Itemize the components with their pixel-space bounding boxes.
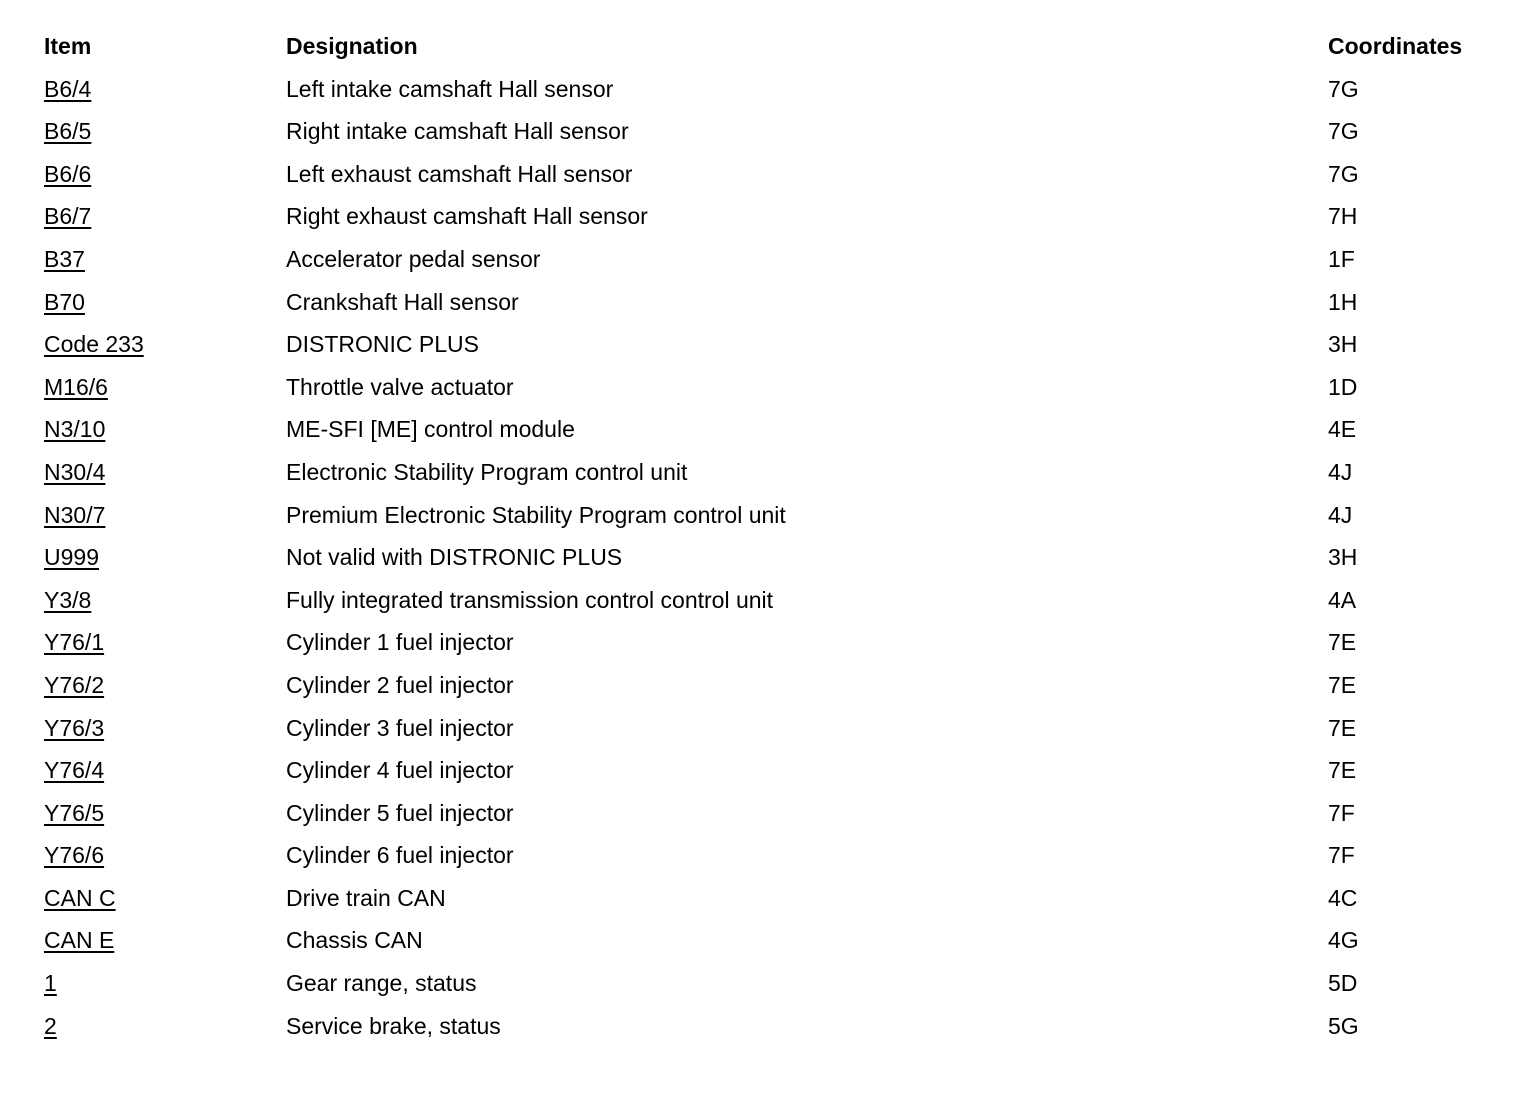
table-row (44, 366, 1494, 409)
coordinates-text: 7E (1328, 714, 1357, 741)
item-link[interactable]: Code 233 (44, 331, 144, 358)
item-link[interactable]: B6/7 (44, 203, 92, 230)
item-link[interactable]: Y76/5 (44, 799, 105, 826)
header-coordinates: Coordinates (1328, 33, 1463, 59)
item-link[interactable]: 1 (44, 970, 57, 997)
item-link[interactable]: Y76/2 (44, 671, 105, 698)
designation-text: Cylinder 2 fuel injector (286, 671, 514, 698)
item-link[interactable]: B6/4 (44, 75, 92, 102)
table-row (44, 408, 1494, 451)
header-row (44, 25, 1494, 68)
item-link[interactable]: B6/5 (44, 118, 92, 145)
item-link[interactable]: Y76/3 (44, 714, 105, 741)
coordinates-text: 4G (1328, 927, 1359, 954)
coordinates-text: 7G (1328, 118, 1359, 145)
table-row (44, 195, 1494, 238)
designation-text: Service brake, status (286, 1012, 501, 1039)
table-row (44, 494, 1494, 537)
designation-text: Electronic Stability Program control unit (286, 458, 688, 485)
coordinates-text: 1F (1328, 245, 1355, 272)
table-row (44, 153, 1494, 196)
coordinates-text: 5D (1328, 970, 1358, 997)
table-row (44, 238, 1494, 281)
designation-text: Chassis CAN (286, 927, 423, 954)
header-designation: Designation (286, 33, 418, 59)
designation-text: Left intake camshaft Hall sensor (286, 75, 614, 102)
item-link[interactable]: CAN E (44, 927, 115, 954)
item-link[interactable]: U999 (44, 544, 99, 571)
coordinates-text: 1D (1328, 373, 1358, 400)
designation-text: Cylinder 4 fuel injector (286, 757, 514, 784)
coordinates-text: 4E (1328, 416, 1357, 443)
designation-text: Cylinder 6 fuel injector (286, 842, 514, 869)
table-row (44, 579, 1494, 622)
designation-text: Right exhaust camshaft Hall sensor (286, 203, 648, 230)
table-row (44, 919, 1494, 962)
coordinates-text: 7G (1328, 75, 1359, 102)
item-link[interactable]: Y76/1 (44, 629, 105, 656)
header-item: Item (44, 33, 92, 59)
designation-text: Gear range, status (286, 970, 477, 997)
item-link[interactable]: Y76/4 (44, 757, 105, 784)
designation-text: Throttle valve actuator (286, 373, 514, 400)
table-row (44, 323, 1494, 366)
item-link[interactable]: N30/7 (44, 501, 106, 528)
table-row (44, 110, 1494, 153)
table-row (44, 621, 1494, 664)
table-row (44, 962, 1494, 1005)
table-row (44, 664, 1494, 707)
designation-text: Premium Electronic Stability Program control unit (286, 501, 786, 528)
designation-text: Fully integrated transmission control control unit (286, 586, 774, 613)
item-link[interactable]: B70 (44, 288, 85, 315)
item-link[interactable]: Y3/8 (44, 586, 92, 613)
designation-text: Not valid with DISTRONIC PLUS (286, 544, 623, 571)
table-row (44, 707, 1494, 750)
coordinates-text: 7E (1328, 757, 1357, 784)
component-legend-table (44, 25, 1494, 1047)
designation-text: Cylinder 1 fuel injector (286, 629, 514, 656)
coordinates-text: 4J (1328, 458, 1353, 485)
coordinates-text: 3H (1328, 544, 1358, 571)
designation-text: Accelerator pedal sensor (286, 245, 541, 272)
table-row (44, 281, 1494, 324)
coordinates-text: 7F (1328, 799, 1355, 826)
table-row (44, 749, 1494, 792)
coordinates-text: 7G (1328, 160, 1359, 187)
table-row (44, 451, 1494, 494)
designation-text: DISTRONIC PLUS (286, 331, 479, 358)
item-link[interactable]: 2 (44, 1012, 57, 1039)
designation-text: Left exhaust camshaft Hall sensor (286, 160, 633, 187)
table-row (44, 68, 1494, 111)
item-link[interactable]: B37 (44, 245, 85, 272)
designation-text: Right intake camshaft Hall sensor (286, 118, 629, 145)
coordinates-text: 7E (1328, 671, 1357, 698)
table-row (44, 877, 1494, 920)
coordinates-text: 7F (1328, 842, 1355, 869)
item-link[interactable]: M16/6 (44, 373, 108, 400)
item-link[interactable]: Y76/6 (44, 842, 105, 869)
item-link[interactable]: N3/10 (44, 416, 106, 443)
table-row (44, 792, 1494, 835)
designation-text: Crankshaft Hall sensor (286, 288, 519, 315)
table-row (44, 834, 1494, 877)
designation-text: Cylinder 5 fuel injector (286, 799, 514, 826)
coordinates-text: 5G (1328, 1012, 1359, 1039)
item-link[interactable]: B6/6 (44, 160, 92, 187)
coordinates-text: 4J (1328, 501, 1353, 528)
coordinates-text: 3H (1328, 331, 1358, 358)
coordinates-text: 4C (1328, 884, 1358, 911)
table-row (44, 1005, 1494, 1048)
item-link[interactable]: N30/4 (44, 458, 106, 485)
coordinates-text: 7E (1328, 629, 1357, 656)
table-row (44, 536, 1494, 579)
designation-text: Cylinder 3 fuel injector (286, 714, 514, 741)
coordinates-text: 4A (1328, 586, 1357, 613)
coordinates-text: 7H (1328, 203, 1358, 230)
item-link[interactable]: CAN C (44, 884, 116, 911)
designation-text: Drive train CAN (286, 884, 446, 911)
designation-text: ME-SFI [ME] control module (286, 416, 575, 443)
coordinates-text: 1H (1328, 288, 1358, 315)
